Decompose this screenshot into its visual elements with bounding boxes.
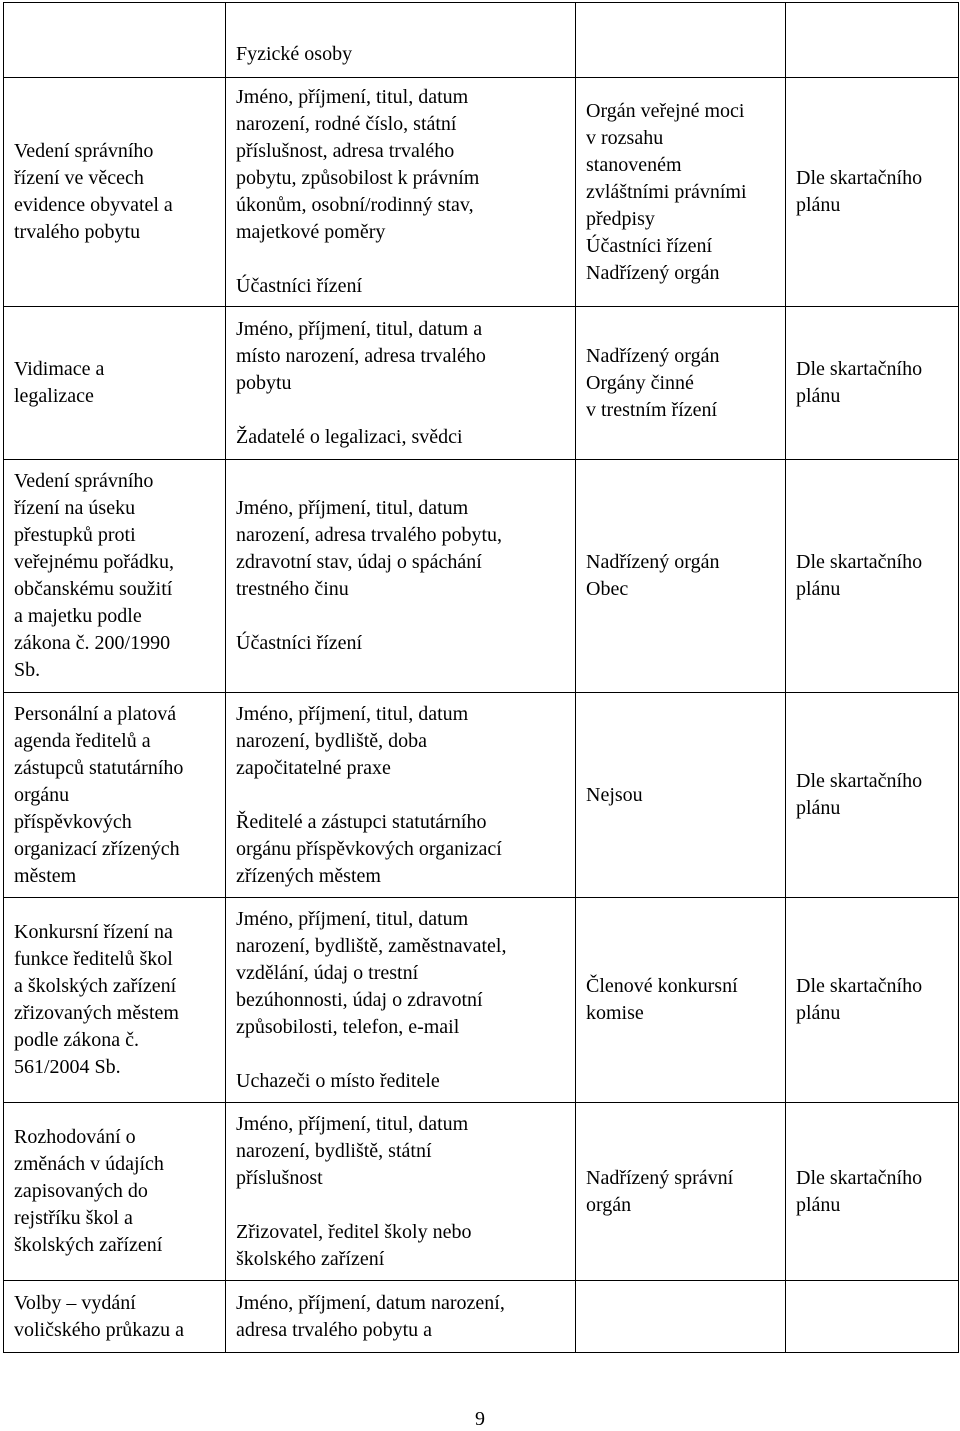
- agenda-text: Konkursní řízení na funkce ředitelů škol a školských zařízení zřizovaných městem podle zákona č. 561/2004 Sb.: [14, 921, 179, 1078]
- table-row: [4, 898, 959, 1103]
- records-table: [3, 2, 959, 1353]
- recipients-cell: [576, 78, 786, 307]
- table-header-row: [4, 3, 959, 78]
- table-row: [4, 1103, 959, 1281]
- table-row: [4, 307, 959, 460]
- agenda-text: Vidimace a legalizace: [14, 358, 105, 407]
- retention-cell: [786, 1281, 959, 1353]
- recipients-text: Nejsou: [586, 783, 643, 806]
- personal-data-text: Jméno, příjmení, titul, datum a místo narození, adresa trvalého pobytu: [236, 317, 486, 394]
- retention-cell: [786, 898, 959, 1103]
- retention-text: Dle skartačního plánu: [796, 975, 923, 1024]
- table-row: [4, 693, 959, 898]
- header-cell-subjects: [226, 3, 576, 78]
- retention-cell: [786, 307, 959, 460]
- data-cell: [226, 1103, 576, 1281]
- data-cell: [226, 898, 576, 1103]
- recipients-cell: [576, 307, 786, 460]
- header-cell-agenda: [4, 3, 226, 78]
- recipients-cell: [576, 693, 786, 898]
- recipients-text: Nadřízený orgán Obec: [586, 551, 720, 600]
- retention-cell: [786, 1103, 959, 1281]
- subjects-text: Zřizovatel, ředitel školy nebo školského zařízení: [236, 1220, 472, 1270]
- retention-cell: [786, 460, 959, 693]
- recipients-text: Členové konkursní komise: [586, 975, 738, 1024]
- personal-data-text: Jméno, příjmení, titul, datum narození, rodné číslo, státní příslušnost, adresa trvalého pobytu, způsobilost k právním úkonům, osobní/rodinný stav, majetkové poměry: [236, 86, 480, 243]
- retention-text: Dle skartačního plánu: [796, 167, 923, 216]
- subjects-text: Účastníci řízení: [236, 632, 363, 654]
- table-row: [4, 460, 959, 693]
- data-cell: [226, 693, 576, 898]
- retention-text: Dle skartačního plánu: [796, 551, 923, 600]
- agenda-text: Rozhodování o změnách v údajích zapisovaných do rejstříku škol a školských zařízení: [14, 1126, 164, 1256]
- header-cell-recipients: [576, 3, 786, 78]
- recipients-text: Nadřízený správní orgán: [586, 1166, 734, 1216]
- agenda-cell: [4, 898, 226, 1103]
- agenda-cell: [4, 460, 226, 693]
- agenda-cell: [4, 1103, 226, 1281]
- agenda-cell: [4, 1281, 226, 1353]
- retention-text: Dle skartačního plánu: [796, 358, 923, 407]
- recipients-cell: [576, 460, 786, 693]
- subjects-text: Účastníci řízení: [236, 275, 363, 297]
- subjects-text: Ředitelé a zástupci statutárního orgánu příspěvkových organizací zřízených městem: [236, 810, 502, 887]
- agenda-text: Vedení správního řízení ve věcech evidence obyvatel a trvalého pobytu: [14, 140, 173, 243]
- agenda-cell: [4, 693, 226, 898]
- agenda-text: Personální a platová agenda ředitelů a zástupců statutárního orgánu příspěvkových organizací zřízených městem: [14, 702, 184, 887]
- subjects-text: Žadatelé o legalizaci, svědci: [236, 425, 463, 448]
- data-cell: [226, 307, 576, 460]
- retention-cell: [786, 78, 959, 307]
- recipients-text: Orgán veřejné moci v rozsahu stanoveném zvláštními právními předpisy Účastníci řízení Nadřízený orgán: [586, 99, 747, 284]
- personal-data-text: Jméno, příjmení, titul, datum narození, adresa trvalého pobytu, zdravotní stav, údaj o spáchání trestného činu: [236, 497, 503, 600]
- personal-data-text: Jméno, příjmení, titul, datum narození, bydliště, státní příslušnost: [236, 1112, 469, 1189]
- agenda-text: Volby – vydání voličského průkazu a: [14, 1291, 184, 1341]
- retention-text: Dle skartačního plánu: [796, 1166, 923, 1216]
- recipients-text: Nadřízený orgán Orgány činné v trestním řízení: [586, 344, 720, 421]
- subjects-text: Uchazeči o místo ředitele: [236, 1069, 440, 1092]
- table-row: [4, 1281, 959, 1353]
- agenda-cell: [4, 78, 226, 307]
- agenda-text: Vedení správního řízení na úseku přestupků proti veřejnému pořádku, občanskému soužití a majetku podle zákona č. 200/1990 Sb.: [14, 470, 174, 681]
- data-cell: [226, 78, 576, 307]
- header-label: Fyzické osoby: [236, 43, 353, 65]
- agenda-cell: [4, 307, 226, 460]
- personal-data-text: Jméno, příjmení, titul, datum narození, bydliště, zaměstnavatel, vzdělání, údaj o trestní bezúhonnosti, údaj o zdravotní způsobilosti, telefon, e-mail: [236, 907, 507, 1038]
- data-cell: [226, 1281, 576, 1353]
- table-row: [4, 78, 959, 307]
- data-cell: [226, 460, 576, 693]
- recipients-cell: [576, 898, 786, 1103]
- personal-data-text: Jméno, příjmení, titul, datum narození, bydliště, doba započitatelné praxe: [236, 702, 469, 779]
- recipients-cell: [576, 1103, 786, 1281]
- recipients-cell: [576, 1281, 786, 1353]
- retention-text: Dle skartačního plánu: [796, 770, 923, 819]
- personal-data-text: Jméno, příjmení, datum narození, adresa trvalého pobytu a: [236, 1291, 505, 1341]
- page-number: 9: [475, 1408, 485, 1430]
- retention-cell: [786, 693, 959, 898]
- header-cell-retention: [786, 3, 959, 78]
